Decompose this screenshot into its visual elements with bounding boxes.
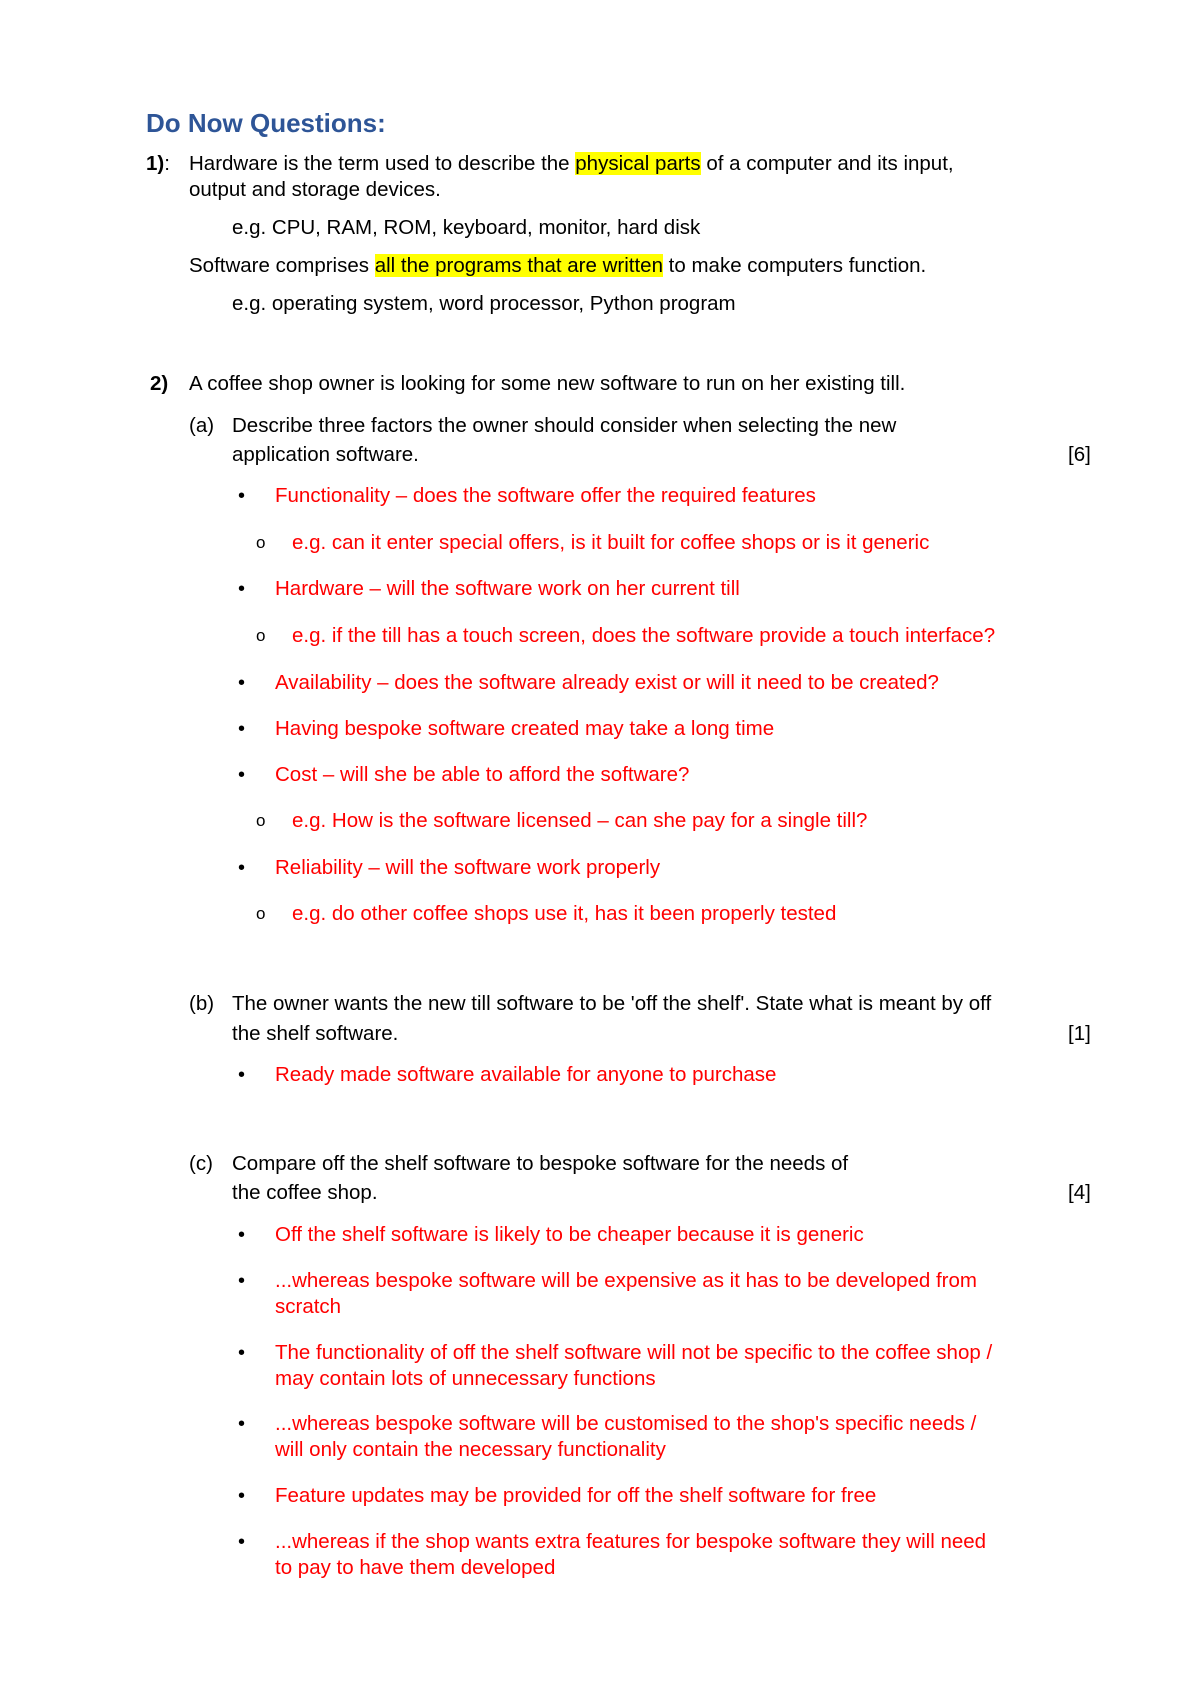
bullet-icon (238, 1483, 245, 1509)
hardware-example: e.g. CPU, RAM, ROM, keyboard, monitor, hard disk (232, 216, 701, 239)
q2a-marks: [6] (1068, 443, 1091, 466)
bullet-icon (238, 576, 245, 602)
q2b-question-line1: The owner wants the new till software to be 'off the shelf'. State what is meant by off (232, 992, 992, 1015)
sub-bullet-icon: o (256, 811, 266, 830)
q2c-answer-6: ...whereas if the shop wants extra features for bespoke software they will need (275, 1530, 987, 1553)
hardware-definition-line2: output and storage devices. (189, 178, 441, 201)
bullet-icon (238, 1222, 245, 1248)
bullet-icon (238, 483, 245, 509)
q2a-answer-5: Availability – does the software already exist or will it need to be created? (275, 671, 939, 694)
q2c-marks: [4] (1068, 1181, 1091, 1204)
q2b-marks: [1] (1068, 1022, 1091, 1045)
bullet-icon (238, 1268, 245, 1294)
bullet-icon (238, 716, 245, 742)
q2c-answer-2-cont: scratch (275, 1295, 342, 1318)
bullet-icon (238, 670, 245, 696)
bullet-icon (238, 762, 245, 788)
hardware-pre: Hardware is the term used to describe the (189, 152, 576, 175)
q2a-answer-7: Cost – will she be able to afford the software? (275, 763, 690, 786)
sub-bullet-icon: o (256, 626, 266, 645)
q2c-answer-6-cont: to pay to have them developed (275, 1556, 556, 1579)
bullet-icon (238, 855, 245, 881)
q2c-label: (c) (189, 1152, 213, 1175)
q2c-answer-4: ...whereas bespoke software will be customised to the shop's specific needs / (275, 1412, 977, 1435)
q2a-answer-1: Functionality – does the software offer the required features (275, 484, 816, 507)
q2b-question-line2: the shelf software. (232, 1022, 399, 1045)
q2b-label: (b) (189, 992, 215, 1015)
q2c-answer-4-cont: will only contain the necessary functionality (275, 1438, 666, 1461)
q2-number: 2) (150, 372, 169, 395)
q2c-answer-1: Off the shelf software is likely to be cheaper because it is generic (275, 1223, 864, 1246)
software-definition (189, 253, 926, 279)
bullet-icon (238, 1411, 245, 1437)
page-title: Do Now Questions: (146, 108, 386, 138)
q1-colon: : (164, 152, 170, 175)
software-post: to make computers function. (662, 254, 927, 277)
software-highlight: all the programs that are written (374, 254, 663, 277)
q2a-answer-10: e.g. do other coffee shops use it, has it been properly tested (292, 902, 837, 925)
bullet-icon (238, 1062, 245, 1088)
q2c-question-line1: Compare off the shelf software to bespoke software for the needs of (232, 1152, 849, 1175)
software-pre: Software comprises (189, 254, 375, 277)
q2a-question-line2: application software. (232, 443, 419, 466)
q2c-answer-2: ...whereas bespoke software will be expensive as it has to be developed from (275, 1269, 977, 1292)
q2c-answer-3-cont: may contain lots of unnecessary functions (275, 1367, 656, 1390)
hardware-highlight: physical parts (575, 152, 701, 175)
sub-bullet-icon: o (256, 904, 266, 923)
bullet-icon (238, 1529, 245, 1555)
q2a-label: (a) (189, 414, 215, 437)
q2-intro: A coffee shop owner is looking for some new software to run on her existing till. (189, 372, 906, 395)
q2a-answer-4: e.g. if the till has a touch screen, does the software provide a touch interface? (292, 624, 996, 647)
q2a-answer-6: Having bespoke software created may take a long time (275, 717, 775, 740)
q2c-question-line2: the coffee shop. (232, 1181, 378, 1204)
q2a-question-line1: Describe three factors the owner should consider when selecting the new (232, 414, 897, 437)
bullet-icon (238, 1340, 245, 1366)
sub-bullet-icon: o (256, 533, 266, 552)
q2c-answer-3: The functionality of off the shelf software will not be specific to the coffee shop / (275, 1341, 993, 1364)
q2a-answer-8: e.g. How is the software licensed – can she pay for a single till? (292, 809, 868, 832)
q2a-answer-2: e.g. can it enter special offers, is it built for coffee shops or is it generic (292, 531, 930, 554)
q1-number: 1) (146, 152, 165, 175)
hardware-definition (189, 151, 954, 177)
q2a-answer-9: Reliability – will the software work properly (275, 856, 661, 879)
hardware-post: of a computer and its input, (700, 152, 954, 175)
q2c-answer-5: Feature updates may be provided for off the shelf software for free (275, 1484, 877, 1507)
software-example: e.g. operating system, word processor, Python program (232, 292, 736, 315)
q2a-answer-3: Hardware – will the software work on her current till (275, 577, 740, 600)
question-1-number (146, 151, 170, 177)
q2b-answer-1: Ready made software available for anyone to purchase (275, 1063, 777, 1086)
